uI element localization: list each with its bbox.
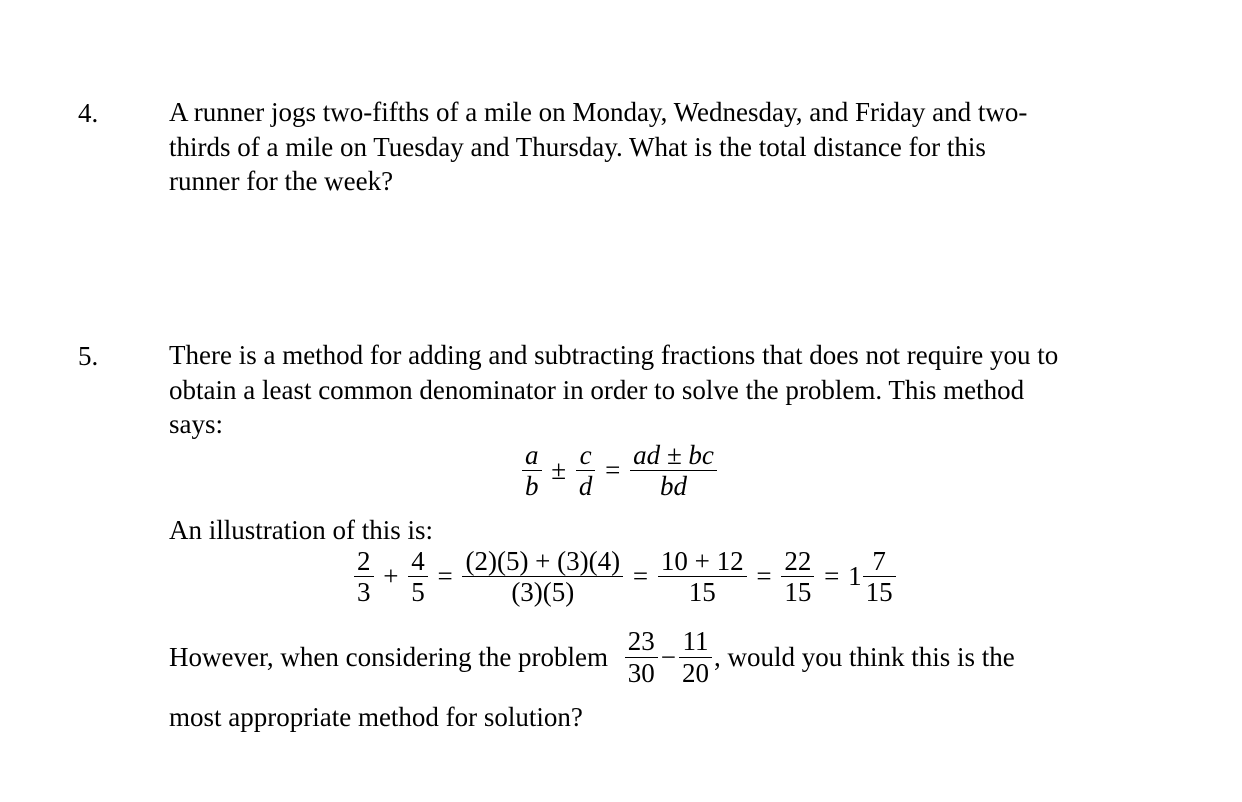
formula-denominator-b: b <box>525 471 539 501</box>
formula-numerator-c: c <box>576 440 596 471</box>
illustration-fraction-7-15 <box>863 546 896 607</box>
illustration-fraction-sum <box>658 546 747 607</box>
formula-fraction-c-d <box>576 440 596 501</box>
question-4-line-1: A runner jogs two-fifths of a mile on Monday, Wednesday, and Friday and two- <box>169 97 1028 127</box>
illustration-fraction-4-5 <box>408 546 428 607</box>
illustration-numerator-6: 7 <box>863 546 896 577</box>
illustration-denominator-1: 3 <box>357 577 371 607</box>
illustration-equals-1: = <box>437 561 453 591</box>
question-5-line-3: says: <box>169 409 223 439</box>
formula-denominator-result: bd <box>659 471 687 501</box>
problem-fraction-23-30 <box>625 626 658 689</box>
illustration-equals-3: = <box>756 561 772 591</box>
illustration-label: An illustration of this is: <box>169 515 434 545</box>
illustration-numerator-1: 2 <box>354 546 374 577</box>
formula-numerator-a: a <box>522 440 542 471</box>
problem-minus: − <box>660 642 677 672</box>
illustration-fraction-2-3 <box>354 546 374 607</box>
formula-fraction-a-b <box>522 440 542 501</box>
problem-fraction-11-20 <box>679 626 712 689</box>
question-5-line-1: There is a method for adding and subtracting fractions that does not require you to <box>169 340 1059 370</box>
illustration-denominator-5: 15 <box>784 577 812 607</box>
illustration-numerator-2: 4 <box>408 546 428 577</box>
illustration-denominator-3: (3)(5) <box>511 577 575 607</box>
problem-denominator-2: 20 <box>682 658 710 688</box>
formula-plus-minus: ± <box>551 455 567 485</box>
illustration-denominator-2: 5 <box>411 577 425 607</box>
formula-denominator-d: d <box>578 471 593 501</box>
problem-text-after: , would you think this is the <box>714 642 1015 672</box>
illustration-fraction-22-15 <box>781 546 814 607</box>
general-formula <box>520 440 719 501</box>
illustration-numerator-5: 22 <box>781 546 814 577</box>
question-5-number: 5. <box>78 341 99 371</box>
question-4-text <box>169 95 1027 199</box>
illustration-denominator-4: 15 <box>688 577 716 607</box>
illustration-fraction-cross <box>462 546 623 607</box>
problem-numerator-1: 23 <box>625 626 658 658</box>
illustration-whole-number: 1 <box>848 561 862 591</box>
illustration-plus: + <box>383 561 399 591</box>
formula-fraction-result <box>630 440 717 501</box>
illustration-equals-4: = <box>824 561 840 591</box>
question-5-text <box>169 338 1058 442</box>
problem-denominator-1: 30 <box>627 658 655 688</box>
illustration-denominator-6: 15 <box>865 577 893 607</box>
problem-last-line: most appropriate method for solution? <box>169 702 583 732</box>
illustration-numerator-4: 10 + 12 <box>658 546 747 577</box>
question-4-number: 4. <box>78 98 99 128</box>
illustration-equals-2: = <box>632 561 649 591</box>
formula-numerator-result: ad ± bc <box>630 440 717 471</box>
question-5-line-2: obtain a least common denominator in order to solve the problem. This method <box>169 374 1025 405</box>
question-4-line-2: thirds of a mile on Tuesday and Thursday. What is the total distance for this <box>169 131 986 162</box>
problem-text-before: However, when considering the problem <box>169 642 609 672</box>
question-4-line-3: runner for the week? <box>169 166 394 196</box>
formula-equals: = <box>605 455 621 485</box>
illustration-equation <box>352 546 898 607</box>
problem-numerator-2: 11 <box>679 626 712 658</box>
problem-line <box>169 626 1015 689</box>
illustration-numerator-3: (2)(5) + (3)(4) <box>462 546 623 577</box>
